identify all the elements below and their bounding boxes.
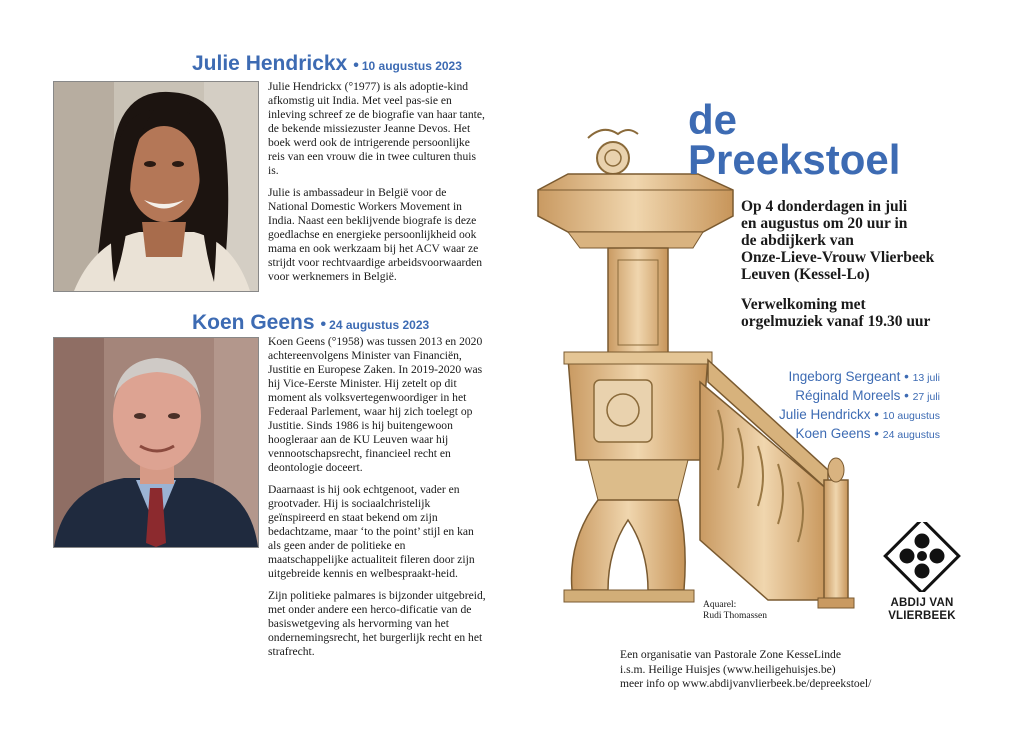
page-title [688, 96, 901, 183]
bullet-separator: • [320, 316, 327, 333]
pulpit-crest [588, 130, 638, 174]
schedule-date: 10 augustus [882, 410, 940, 422]
illustration-credit: Aquarel: Rudi Thomassen [703, 600, 767, 621]
speaker-date: 24 augustus 2023 [329, 318, 430, 332]
abbey-logo-icon [882, 522, 962, 592]
schedule-date: 27 juli [912, 391, 940, 403]
event-line: Leuven (Kessel-Lo) [741, 266, 870, 283]
abbey-logo [882, 522, 962, 623]
footer-line: i.s.m. Heilige Huisjes (www.heiligehuisjes.be) [620, 662, 836, 676]
schedule-speaker: Réginald Moreels [795, 388, 901, 403]
organizer-footer [620, 648, 1020, 692]
bio-paragraph: Daarnaast is hij ook echtgenoot, vader en grootvader. Hij is sociaalchristelijk geïnspireerd en staat bekend om zijn bedachtzame, maar ‘to the point’ stijl en kan als geen ander de politieke en maatschappelijke actualiteit fileren door zijn uitgebreide kennis en welbespraakt-heid. [268, 483, 475, 580]
bio-paragraph: Julie is ambassadeur in België voor de National Domestic Workers Movement in India. Naast een beklijvende biografe is deze goedlachse en energieke persoonlijkheid ook mama en ook werkzaam bij het ACV waar ze strijdt voor rechtvaardige arbeidsvoorwaarden voor werknemers in België. [268, 186, 483, 283]
speaker-bio-julie [268, 80, 486, 292]
schedule-date: 24 augustus [882, 429, 940, 441]
bio-paragraph: Koen Geens (°1958) was tussen 2013 en 2020 achtereenvolgens Minister van Financiën, Justitie en Europese Zaken. In 2019-2020 was hij Vice-Eerste Minister. Hij zetelt op dit moment als volksvertegenwoordiger in het Federaal Parlement, waar hij zich toelegt op Justitie. Sinds 1986 is hij buitengewoon hoogleraar aan de KU Leuven waar hij vennootschapsrecht, financieel recht en deontologie doceert. [268, 335, 483, 474]
bio-paragraph: Zijn politieke palmares is bijzonder uitgebreid, met onder andere een herco-dificatie van de basiswetgeving als hervorming van het ondernemingsrecht, het burgerlijk recht en het strafrecht. [268, 589, 486, 658]
schedule-item: Réginald Moreels • 27 juli [795, 388, 940, 403]
welcome-line: orgelmuziek vanaf 19.30 uur [741, 313, 931, 330]
event-line: en augustus om 20 uur in [741, 215, 908, 232]
event-info [741, 198, 1011, 330]
event-line: Onze-Lieve-Vrouw Vlierbeek [741, 249, 935, 266]
title-line-2: Preekstoel [688, 136, 901, 183]
schedule-item: Koen Geens • 24 augustus [795, 426, 940, 441]
bullet-separator: • [353, 57, 359, 74]
schedule-item: Ingeborg Sergeant • 13 juli [788, 369, 940, 384]
schedule-speaker: Ingeborg Sergeant [788, 369, 901, 384]
schedule-list [700, 368, 940, 444]
schedule-date: 13 juli [912, 372, 940, 384]
koen-geens-photo [53, 337, 259, 548]
speaker-name: Koen Geens [192, 311, 315, 334]
schedule-item: Julie Hendrickx • 10 augustus [779, 407, 940, 422]
speaker-heading-koen [192, 311, 429, 335]
event-line: de abdijkerk van [741, 232, 854, 249]
footer-line: meer info op www.abdijvanvlierbeek.be/depreekstoel/ [620, 677, 872, 690]
speaker-bio-koen [268, 335, 486, 667]
julie-hendrickx-photo [53, 81, 259, 292]
schedule-speaker: Julie Hendrickx [779, 407, 871, 422]
event-line: Op 4 donderdagen in juli [741, 198, 908, 215]
abbey-logo-text: ABDIJ VAN VLIERBEEK [888, 597, 956, 622]
speaker-name: Julie Hendrickx [192, 52, 348, 75]
speaker-heading-julie [192, 52, 462, 76]
speaker-date: 10 augustus 2023 [361, 59, 462, 73]
welcome-line: Verwelkoming met [741, 296, 866, 313]
bio-paragraph: Julie Hendrickx (°1977) is als adoptie-kind afkomstig uit India. Met veel pas-sie en inleving schreef ze de biografie van haar tante, de bekende missiezuster Jeanne Devos. Het boek werd ook de intrigerende persoonlijke reis van een vrouw die in twee culturen thuis is. [268, 80, 485, 177]
title-line-1: de [688, 96, 738, 143]
footer-line: Een organisatie van Pastorale Zone KesseLinde [620, 648, 841, 661]
schedule-speaker: Koen Geens [795, 426, 871, 441]
